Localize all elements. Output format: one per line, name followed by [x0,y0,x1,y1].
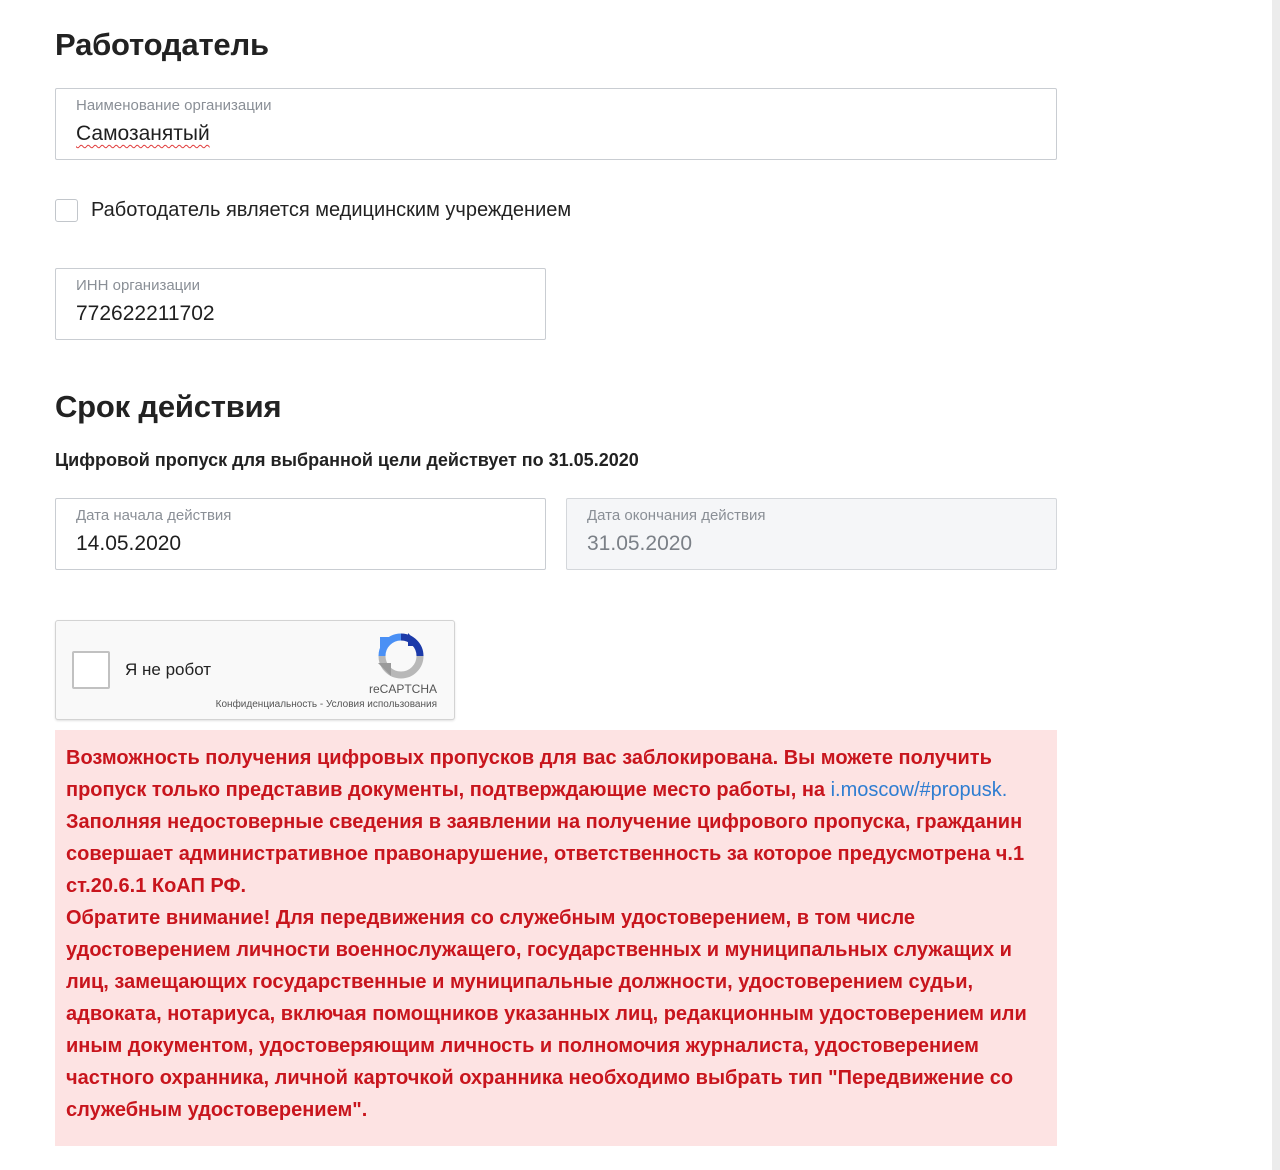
org-name-value[interactable]: Самозанятый [76,122,210,145]
medical-checkbox[interactable] [55,199,78,222]
medical-checkbox-label[interactable]: Работодатель является медицинским учреждением [91,199,572,221]
inn-field[interactable] [55,268,546,340]
validity-info: Цифровой пропуск для выбранной цели действует по 31.05.2020 [55,450,639,470]
org-name-field[interactable] [55,88,1057,160]
recaptcha-privacy-link[interactable]: Конфиденциальность [215,699,318,710]
end-date-field [566,498,1057,570]
recaptcha-label[interactable]: Я не робот [125,660,212,679]
recaptcha-icon [378,633,424,679]
page-right-edge [1272,0,1280,1170]
inn-label: ИНН организации [76,277,201,294]
end-date-value: 31.05.2020 [587,532,693,555]
recaptcha-checkbox[interactable] [72,651,110,689]
start-date-value[interactable]: 14.05.2020 [76,532,182,555]
employer-heading: Работодатель [55,27,269,62]
recaptcha-terms-row [216,699,437,710]
recaptcha-terms-link[interactable]: Условия использования [326,699,437,710]
validity-heading: Срок действия [55,389,282,424]
org-name-label: Наименование организации [76,97,272,114]
medical-checkbox-row[interactable] [55,199,571,222]
start-date-field[interactable] [55,498,546,570]
alert-paragraph-2: Заполняя недостоверные сведения в заявлении на получение цифрового пропуска, гражданин совершает административное правонарушение, ответственность за которое предусмотрена ч.1 ст.20.6.1 КоАП РФ. [66,811,1025,897]
alert-text-1: Возможность получения цифровых пропусков для вас заблокирована. Вы можете получить пропуск только представив документы, подтверждающие место работы, на [66,747,992,801]
end-date-label: Дата окончания действия [587,507,766,524]
recaptcha-brand: reCAPTCHA [368,682,437,696]
blocked-alert [55,730,1057,1146]
alert-paragraph-1 [66,742,1043,806]
alert-paragraph-3: Обратите внимание! Для передвижения со служебным удостоверением, в том числе удостоверением личности военнослужащего, государственных и муниципальных служащих и лиц, замещающих государственные и муниципальные должности, удостоверением судьи, адвоката, нотариуса, включая помощников указанных лиц, редакционным удостоверением или иным документом, удостоверяющим личность и полномочия журналиста, удостоверением частного охранника, личной карточкой охранника необходимо выбрать тип "Передвижение со служебным удостоверением". [66,907,1027,1121]
start-date-label: Дата начала действия [76,507,232,524]
propusk-link[interactable]: i.moscow/#propusk. [830,779,1008,801]
inn-value[interactable]: 772622211702 [76,302,215,325]
recaptcha-widget[interactable] [55,620,455,720]
recaptcha-terms-separator: - [317,699,326,710]
